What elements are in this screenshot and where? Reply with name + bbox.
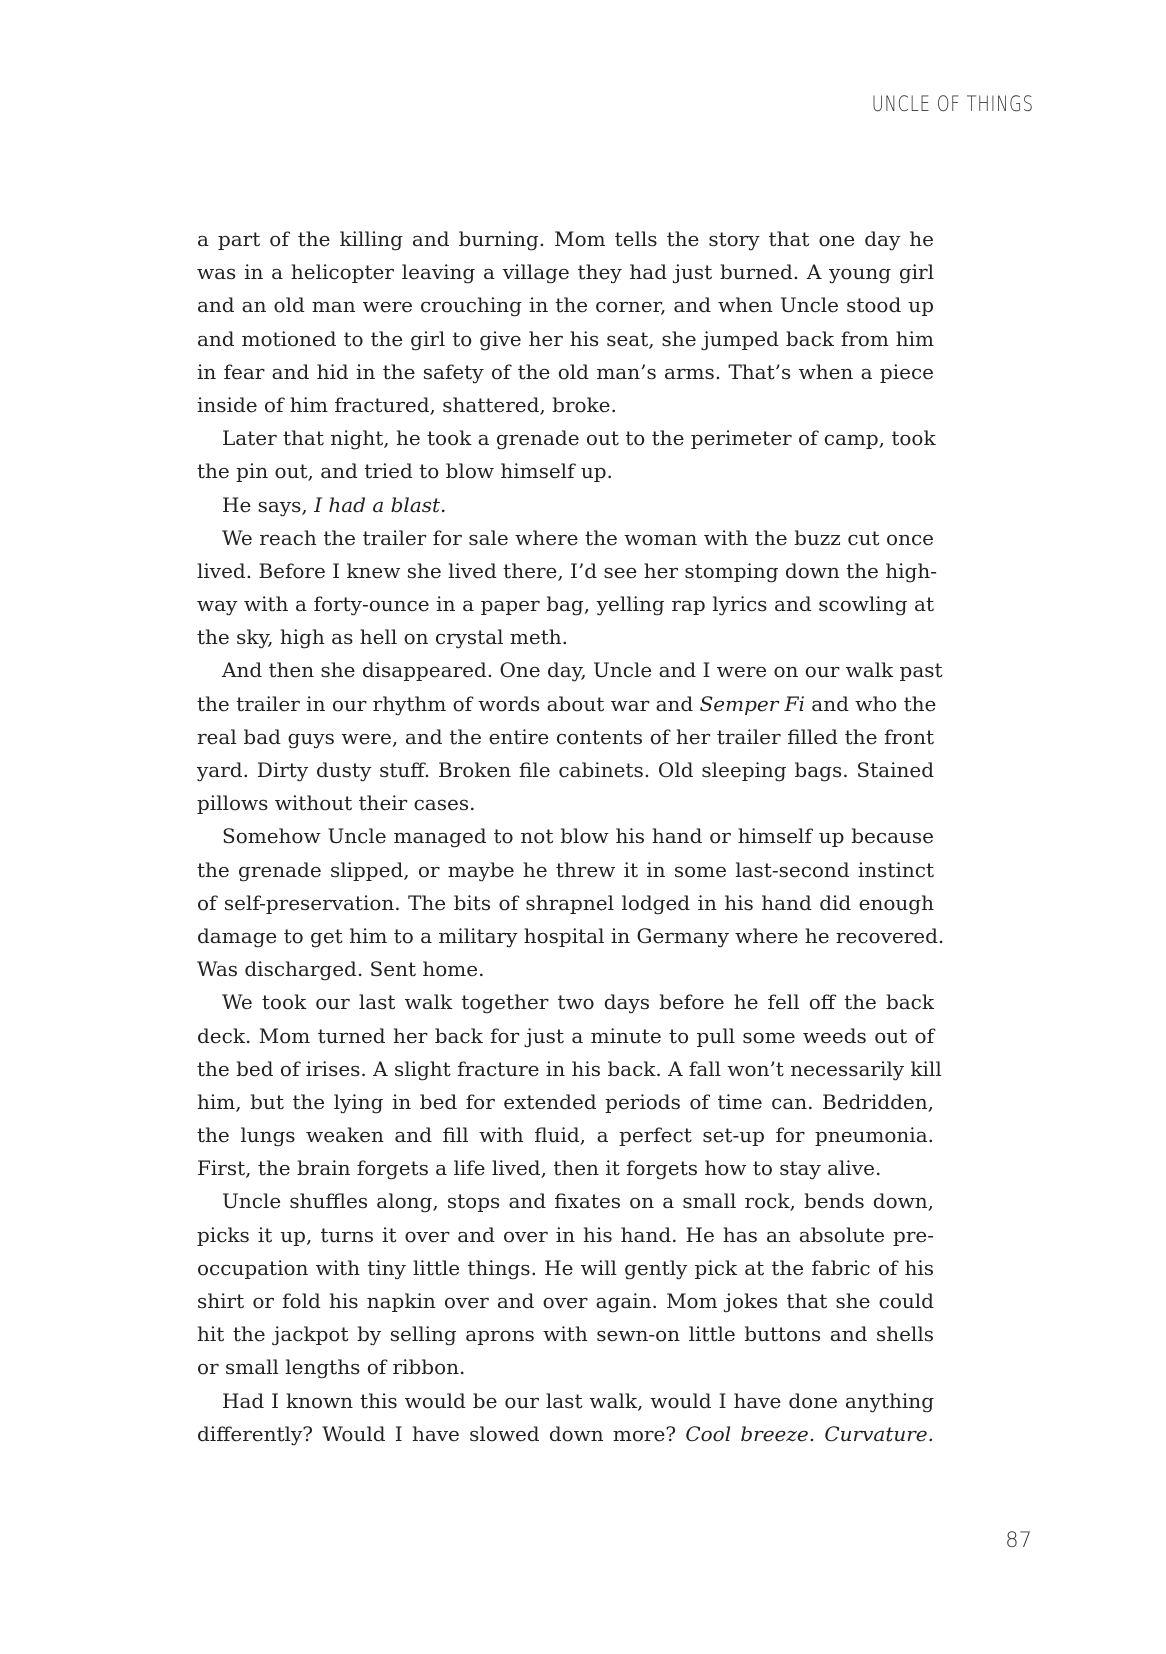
text-run: occupation with tiny little things. He will gently pick at the fabric of his — [197, 1255, 934, 1280]
text-line — [197, 588, 934, 621]
text-line — [197, 455, 934, 488]
text-line — [197, 654, 943, 687]
text-line — [197, 1318, 934, 1351]
text-run: or small lengths of ribbon. — [197, 1355, 466, 1380]
text-line — [197, 754, 934, 787]
text-run: He says, — [222, 492, 315, 517]
text-run: yard. Dirty dusty stuff. Broken file cabinets. Old sleeping bags. Stained — [197, 758, 934, 782]
text-line — [197, 1185, 934, 1218]
running-head: UNCLE OF THINGS — [871, 92, 1034, 116]
text-run: pillows without their cases. — [197, 791, 476, 816]
italic-text: I had a blast. — [314, 492, 447, 517]
text-line — [197, 1119, 934, 1152]
text-run: Was discharged. Sent home. — [197, 957, 485, 982]
text-line — [197, 522, 934, 555]
text-line — [197, 1285, 934, 1318]
text-line — [197, 688, 937, 721]
text-line — [197, 1385, 934, 1418]
italic-text: Semper Fi — [699, 691, 805, 716]
text-line — [197, 1020, 934, 1053]
text-run: and an old man were crouching in the corner, and when Uncle stood up — [197, 293, 934, 318]
text-line — [197, 389, 934, 422]
text-line — [197, 356, 934, 389]
text-line — [197, 1152, 934, 1185]
text-run: Later that night, he took a grenade out to the perimeter of camp, took — [222, 426, 936, 451]
text-run: the sky, high as hell on crystal meth. — [197, 625, 568, 650]
text-run: damage to get him to a military hospital in Germany where he recovered. — [197, 923, 945, 948]
text-run: We reach the trailer for sale where the woman with the buzz cut once — [222, 525, 934, 550]
text-run: real bad guys were, and the entire contents of her trailer filled the front — [197, 724, 934, 749]
text-line — [197, 621, 934, 654]
text-run: and who the — [804, 691, 937, 716]
text-line — [197, 555, 937, 588]
text-line — [197, 1086, 934, 1119]
text-run: of self-preservation. The bits of shrapnel lodged in his hand did enough — [197, 890, 934, 915]
text-run: a part of the killing and burning. Mom tells the story that one day he — [197, 227, 934, 251]
text-run: him, but the lying in bed for extended periods of time can. Bedridden, — [197, 1089, 934, 1114]
text-line — [197, 1252, 934, 1285]
text-line — [197, 721, 934, 754]
text-run: Had I known this would be our last walk, would I have done anything — [222, 1388, 934, 1413]
text-line — [197, 289, 934, 322]
text-line — [197, 1219, 934, 1252]
italic-text: Cool breeze. Curvature. — [685, 1421, 934, 1446]
text-line — [197, 787, 934, 820]
text-line — [197, 256, 934, 289]
text-run: the grenade slipped, or maybe he threw it in some last-second instinct — [197, 857, 934, 882]
text-run: First, the brain forgets a life lived, then it forgets how to stay alive. — [197, 1156, 882, 1181]
text-run: differently? Would I have slowed down more? — [197, 1421, 686, 1446]
text-run: inside of him fractured, shattered, broke. — [197, 392, 617, 417]
text-run: in fear and hid in the safety of the old man’s arms. That’s when a piece — [197, 359, 934, 384]
text-line — [197, 854, 934, 887]
text-run: was in a helicopter leaving a village they had just burned. A young girl — [197, 260, 934, 285]
text-line — [197, 1418, 934, 1451]
text-line — [197, 489, 934, 522]
text-run: lived. Before I knew she lived there, I’d see her stomping down the high- — [197, 558, 937, 583]
text-run: way with a forty-ounce in a paper bag, yelling rap lyrics and scowling at — [197, 592, 934, 617]
text-run: Uncle shuffles along, stops and fixates on a small rock, bends down, — [222, 1189, 934, 1214]
text-line — [197, 887, 934, 920]
text-line — [197, 953, 934, 986]
text-run: the bed of irises. A slight fracture in his back. A fall won’t necessarily kill — [197, 1056, 942, 1081]
text-run: deck. Mom turned her back for just a minute to pull some weeds out of — [197, 1023, 934, 1048]
text-run: picks it up, turns it over and over in his hand. He has an absolute pre- — [197, 1222, 934, 1247]
text-line — [197, 820, 934, 853]
text-line — [197, 1053, 942, 1086]
text-line — [197, 920, 945, 953]
text-line — [197, 223, 934, 256]
text-run: And then she disappeared. One day, Uncle and I were on our walk past — [222, 658, 943, 683]
text-line — [197, 1351, 934, 1384]
page-number: 87 — [1005, 1528, 1032, 1552]
text-run: the pin out, and tried to blow himself up. — [197, 459, 613, 484]
text-line — [197, 323, 934, 356]
body-text — [197, 223, 945, 1451]
text-run: hit the jackpot by selling aprons with sewn-on little buttons and shells — [197, 1322, 934, 1347]
text-run: Somehow Uncle managed to not blow his hand or himself up because — [222, 824, 934, 849]
text-run: the lungs weaken and fill with fluid, a perfect set-up for pneumonia. — [197, 1123, 934, 1148]
text-run: the trailer in our rhythm of words about war and — [197, 691, 700, 716]
text-run: shirt or fold his napkin over and over again. Mom jokes that she could — [197, 1289, 934, 1313]
text-line — [197, 422, 934, 455]
text-run: and motioned to the girl to give her his seat, she jumped back from him — [197, 326, 934, 351]
text-run: We took our last walk together two days before he fell off the back — [222, 990, 934, 1015]
text-line — [197, 986, 934, 1019]
